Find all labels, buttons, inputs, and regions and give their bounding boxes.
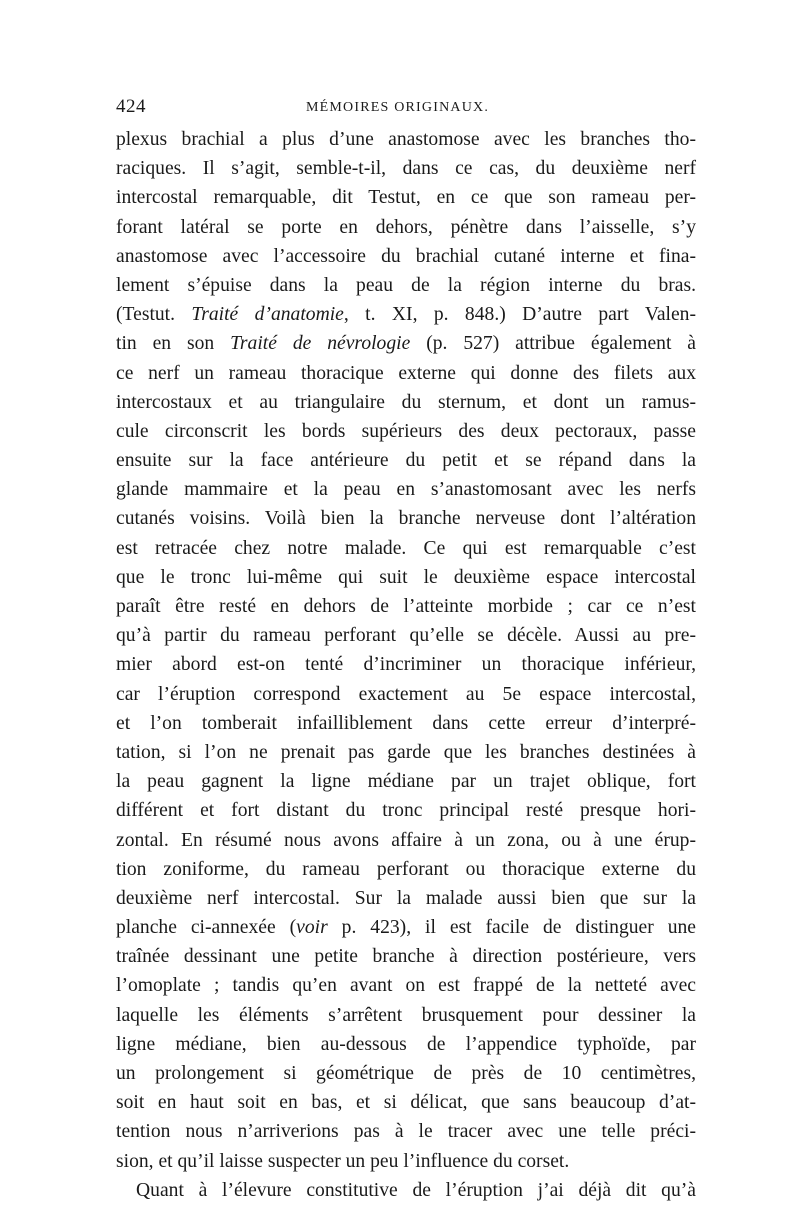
text-line: ce nerf un rameau thoracique externe qui donne des filets aux [116,362,696,384]
page-number: 424 [116,96,146,117]
text-line: tation, si l’on ne prenait pas garde que les branches destinées à [116,741,696,763]
page-header [116,96,691,122]
voir-italic: voir [296,917,328,939]
text-line: ligne médiane, bien au-dessous de l’appendice typhoïde, par [116,1033,696,1055]
text-fragment: tin en son [116,333,231,355]
text-line: laquelle les éléments s’arrêtent brusquement pour dessiner la [116,1004,696,1026]
text-fragment: planche ci-annexée ( [116,917,297,939]
text-line: traînée dessinant une petite branche à direction postérieure, vers [116,946,696,968]
text-line: la peau gagnent la ligne médiane par un trajet oblique, fort [116,771,696,793]
text-line: tion zoniforme, du rameau perforant ou thoracique externe du [116,858,696,880]
text-line: tention nous n’arriverions pas à le tracer avec une telle préci- [116,1121,696,1143]
text-line: anastomose avec l’accessoire du brachial cutané interne et fina- [116,245,696,267]
text-line: cule circonscrit les bords supérieurs des deux pectoraux, passe [116,420,696,442]
text-fragment: (p. 527) attribue également à [410,333,696,355]
text-line: Quant à l’élevure constitutive de l’éruption j’ai déjà dit qu’à [136,1179,696,1201]
text-line: un prolongement si géométrique de près de 10 centimètres, [116,1063,696,1084]
text-line: soit en haut soit en bas, et si délicat, que sans beaucoup d’at- [116,1092,696,1114]
text-line: paraît être resté en dehors de l’atteinte morbide ; car ce n’est [116,596,696,617]
text-line: cutanés voisins. Voilà bien la branche nerveuse dont l’altération [116,508,696,530]
text-line: raciques. Il s’agit, semble-t-il, dans ce cas, du deuxième nerf [116,158,696,180]
book-title-italic: Traité de névrologie [230,333,411,355]
text-line: différent et fort distant du tronc principal resté presque hori- [116,800,696,822]
text-line: mier abord est-on tenté d’incriminer un thoracique inférieur, [116,654,696,676]
text-line: forant latéral se porte en dehors, pénètre dans l’aisselle, s’y [116,216,696,238]
text-line: ensuite sur la face antérieure du petit et se répand dans la [116,450,696,472]
running-head: MÉMOIRES ORIGINAUX. [306,100,490,115]
text-line: plexus brachial a plus d’une anastomose avec les branches tho- [116,129,696,150]
text-line: est retracée chez notre malade. Ce qui est remarquable c’est [116,537,696,559]
text-line [116,300,696,329]
text-line: zontal. En résumé nous avons affaire à un zona, ou à une érup- [116,829,696,851]
body-text [116,125,696,1205]
text-line: intercostal remarquable, dit Testut, en ce que son rameau per- [116,187,696,209]
text-line: deuxième nerf intercostal. Sur la malade aussi bien que sur la [116,887,696,909]
text-line: car l’éruption correspond exactement au 5e espace intercostal, [116,683,696,705]
text-fragment: (Testut. [116,304,192,326]
text-line: que le tronc lui-même qui suit le deuxième espace intercostal [116,566,696,588]
text-line: intercostaux et au triangulaire du sternum, et dont un ramus- [116,391,696,413]
text-line: lement s’épuise dans la peau de la région interne du bras. [116,274,696,296]
text-line [116,329,696,358]
text-line: sion, et qu’il laisse suspecter un peu l’influence du corset. [116,1150,570,1172]
book-title-italic: Traité d’anatomie [191,304,344,326]
text-line: glande mammaire et la peau en s’anastomosant avec les nerfs [116,479,696,501]
text-fragment: , t. XI, p. 848.) D’autre part Valen- [343,304,696,326]
text-line: l’omoplate ; tandis qu’en avant on est frappé de la netteté avec [116,975,696,997]
text-fragment: p. 423), il est facile de distinguer une [327,917,696,939]
text-line: et l’on tomberait infailliblement dans cette erreur d’interpré- [116,712,696,734]
text-line: qu’à partir du rameau perforant qu’elle se décèle. Aussi au pre- [116,625,696,647]
text-line [116,913,696,942]
